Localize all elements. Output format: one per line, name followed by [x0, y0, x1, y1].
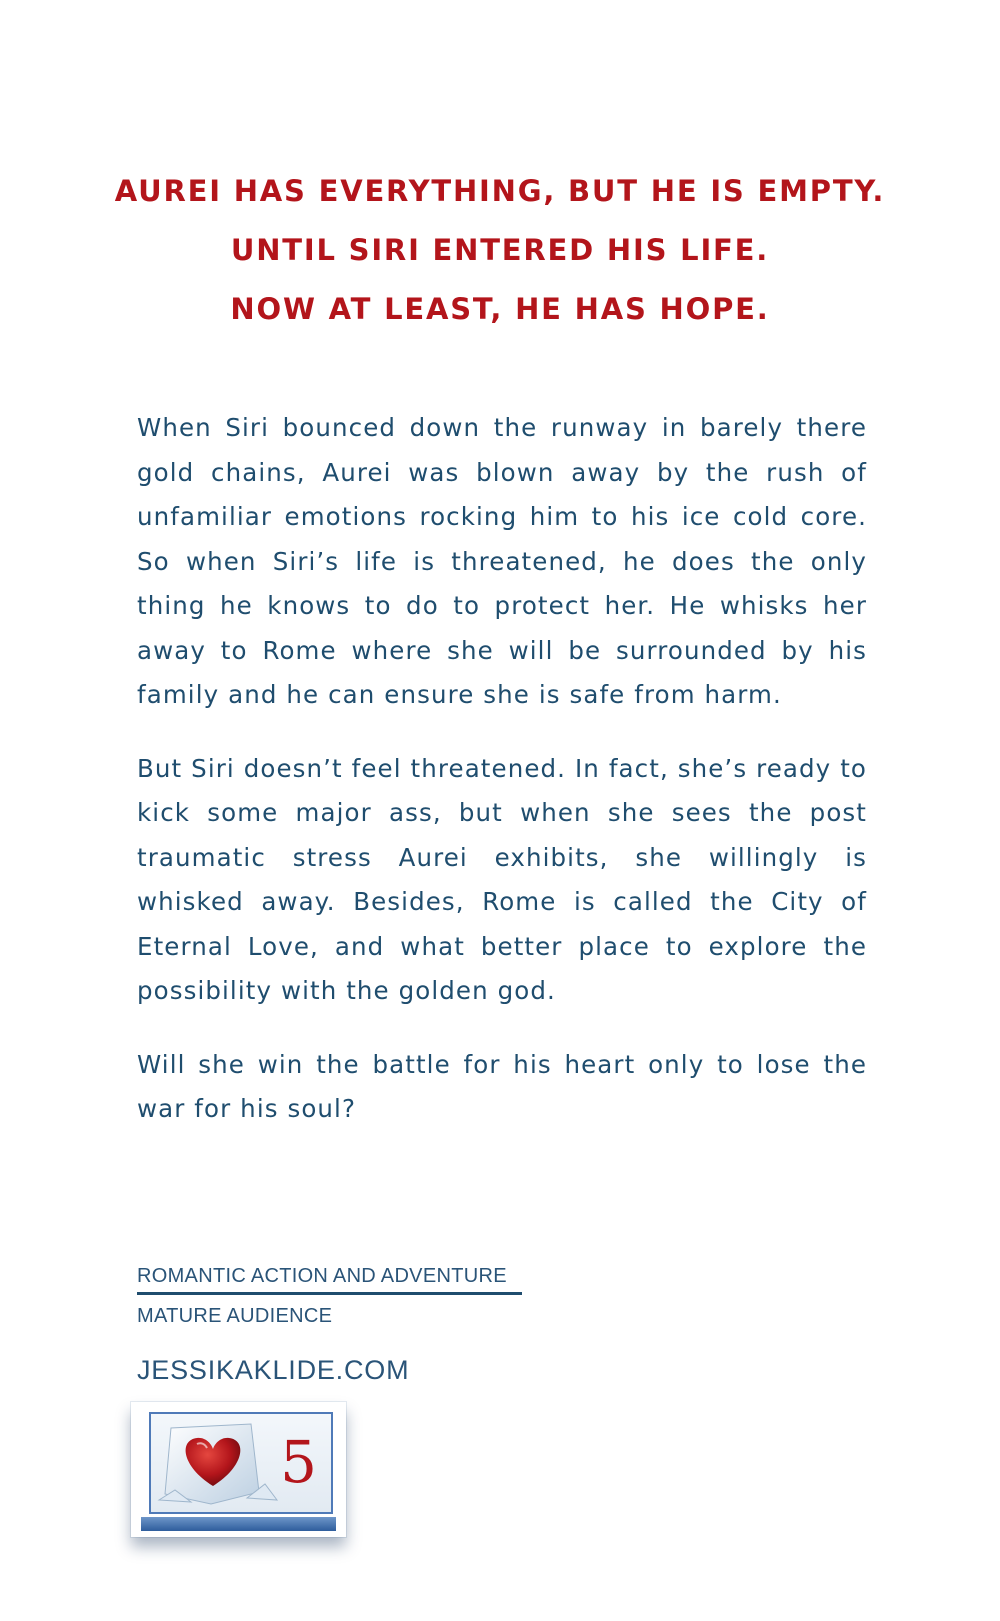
- genre-label: ROMANTIC ACTION AND ADVENTURE: [137, 1265, 522, 1295]
- series-badge-base: [141, 1517, 336, 1531]
- series-number: 5: [280, 1428, 317, 1496]
- headline-line-2: UNTIL SIRI ENTERED HIS LIFE.: [230, 233, 770, 267]
- series-badge-frame: [149, 1412, 333, 1514]
- website-link[interactable]: JESSIKAKLIDE.COM: [137, 1355, 410, 1385]
- synopsis: [137, 406, 867, 1161]
- headline-line-3: NOW AT LEAST, HE HAS HOPE.: [230, 292, 770, 326]
- headline-line-1: AUREI HAS EVERYTHING, BUT HE IS EMPTY.: [114, 174, 886, 208]
- synopsis-paragraph-1: When Siri bounced down the runway in barely there gold chains, Aurei was blown away by the rush of unfamiliar emotions rocking him to his ice cold core. So when Siri’s life is threatened, he does the only thing he knows to do to protect her. He whisks her away to Rome where she will be surrounded by his family and he can ensure she is safe from harm.: [137, 413, 867, 709]
- synopsis-paragraph-2: But Siri doesn’t feel threatened. In fact, she’s ready to kick some major ass, but when she sees the post traumatic stress Aurei exhibits, she willingly is whisked away. Besides, Rome is called the City of Eternal Love, and what better place to explore the possibility with the golden god.: [137, 753, 867, 1005]
- synopsis-paragraph-3: Will she win the battle for his heart only to lose the war for his soul?: [137, 1049, 867, 1123]
- headline: [0, 162, 1000, 339]
- audience-label: MATURE AUDIENCE: [137, 1305, 333, 1327]
- series-badge: [131, 1402, 346, 1537]
